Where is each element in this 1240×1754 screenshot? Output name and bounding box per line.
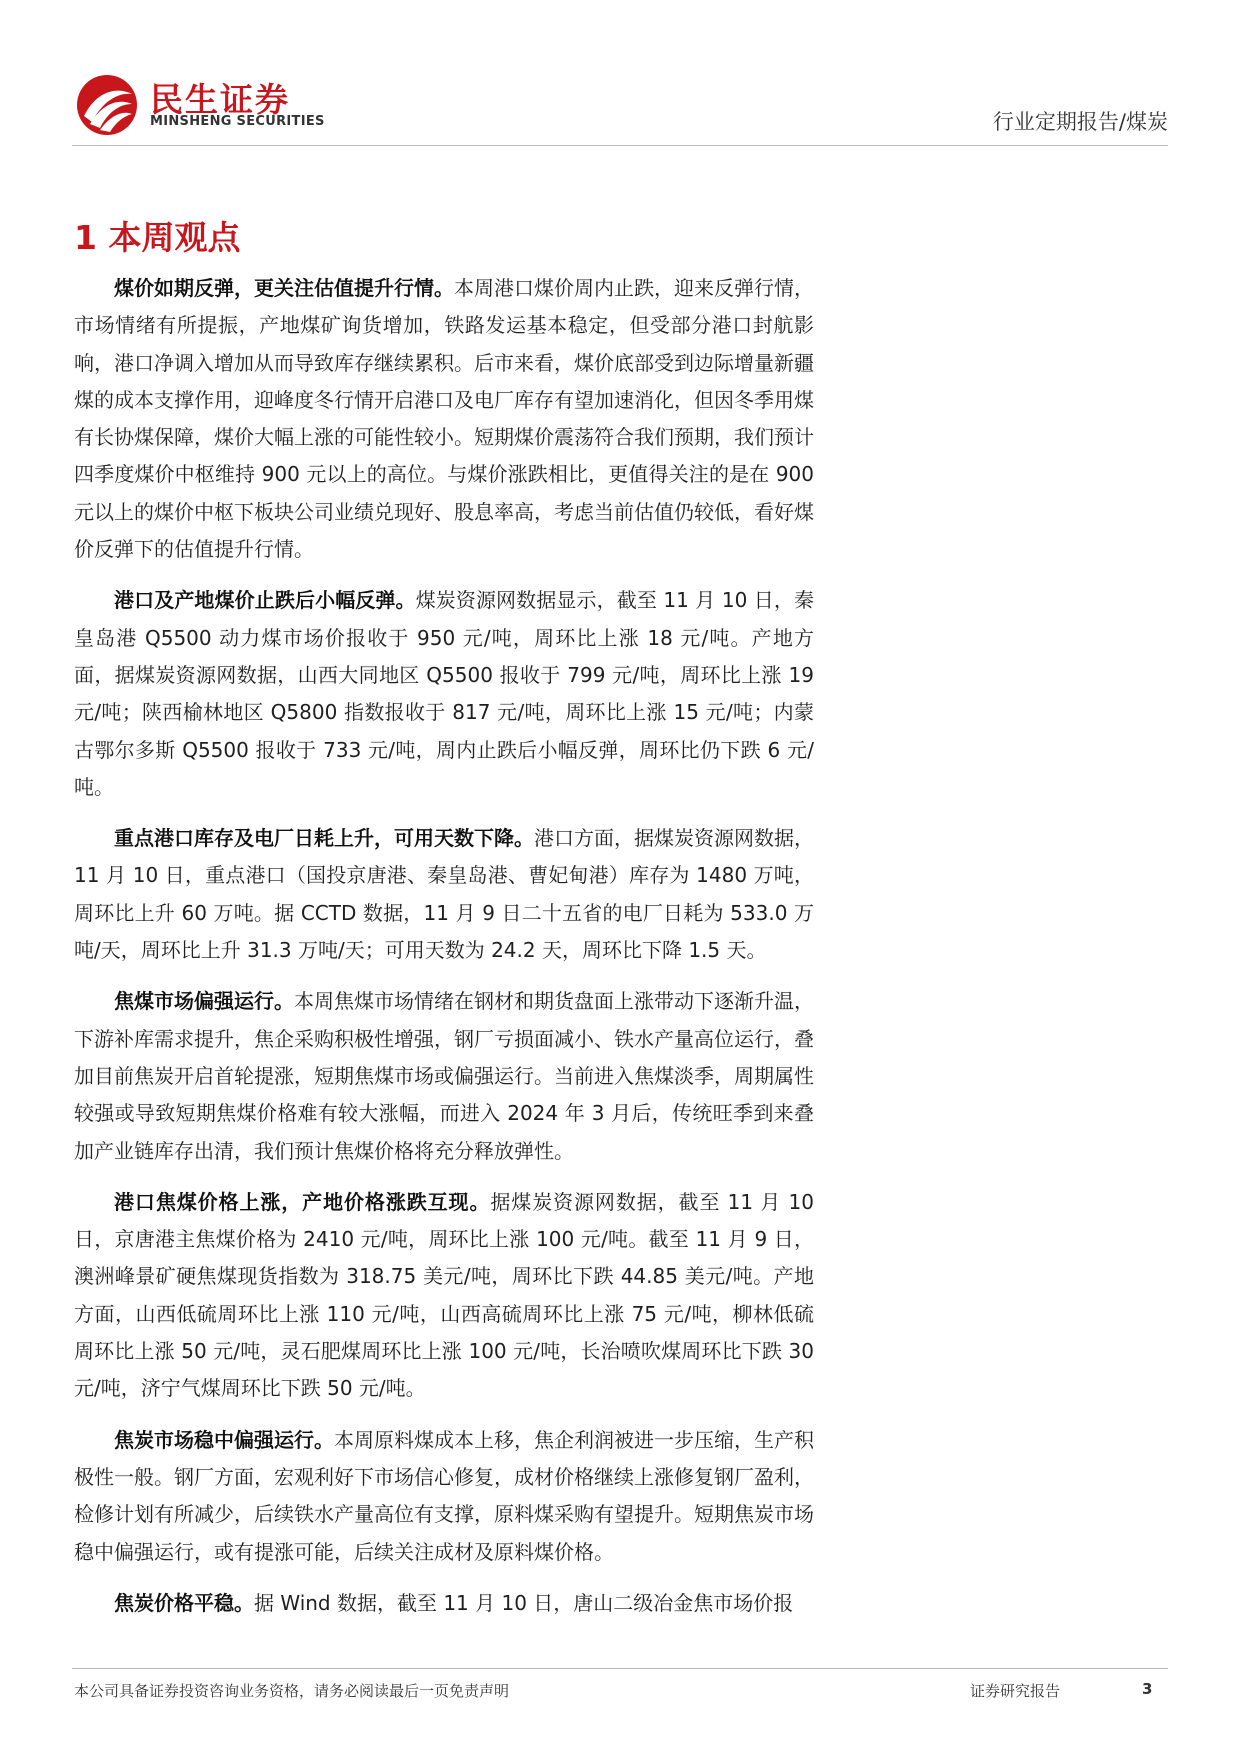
paragraph-lead: 港口焦煤价格上涨，产地价格涨跌互现。 (114, 1189, 491, 1214)
brand-name-en: MINSHENG SECURITIES (150, 114, 325, 129)
header-divider (72, 145, 1168, 146)
paragraph-text: 本周焦煤市场情绪在钢材和期货盘面上涨带动下逐渐升温，下游补库需求提升，焦企采购积极性增强，钢厂亏损面减小、铁水产量高位运行，叠加目前焦炭开启首轮提涨，短期焦煤市场或偏强运行。当前进入焦煤淡季，周期属性较强或导致短期焦煤价格难有较大涨幅，而进入 2024 年 3 月后，传统旺季到来叠加产业链库存出清，我们预计焦煤价格将充分释放弹性。 (74, 989, 814, 1163)
paragraph-lead: 焦炭市场稳中偏强运行。 (114, 1427, 334, 1452)
paragraph-lead: 港口及产地煤价止跌后小幅反弹。 (114, 588, 416, 613)
paragraph-text: 港口方面，据煤炭资源网数据，11 月 10 日，重点港口（国投京唐港、秦皇岛港、曹妃甸港）库存为 1480 万吨，周环比上升 60 万吨。据 CCTD 数据，11 月 9 日二十五省的电厂日耗为 533.0 万吨/天，周环比上升 31.3 万吨/天；可用天数为 24.2 天，周环比下降 1.5 天。 (74, 826, 814, 963)
paragraph-text: 本周港口煤价周内止跌，迎来反弹行情，市场情绪有所提振，产地煤矿询货增加，铁路发运基本稳定，但受部分港口封航影响，港口净调入增加从而导致库存继续累积。后市来看，煤价底部受到边际增量新疆煤的成本支撑作用，迎峰度冬行情开启港口及电厂库存有望加速消化，但因冬季用煤有长协煤保障，煤价大幅上涨的可能性较小。短期煤价震荡符合我们预期，我们预计四季度煤价中枢维持 900 元以上的高位。与煤价涨跌相比，更值得关注的是在 900 元以上的煤价中枢下板块公司业绩兑现好、股息率高，考虑当前估值仍较低，看好煤价反弹下的估值提升行情。 (74, 276, 814, 562)
page-header (0, 0, 1240, 148)
paragraph-text: 据 Wind 数据，截至 11 月 10 日，唐山二级冶金焦市场价报 (254, 1590, 794, 1615)
paragraph-text: 煤炭资源网数据显示，截至 11 月 10 日，秦皇岛港 Q5500 动力煤市场价报收于 950 元/吨，周环比上涨 18 元/吨。产地方面，据煤炭资源网数据，山西大同地区 Q5500 报收于 799 元/吨，周环比上涨 19 元/吨；陕西榆林地区 Q5800 指数报收于 817 元/吨，周环比上涨 15 元/吨；内蒙古鄂尔多斯 Q5500 报收于 733 元/吨，周内止跌后小幅反弹，周环比仍下跌 6 元/吨。 (74, 588, 815, 799)
footer-divider (72, 1668, 1168, 1669)
paragraph (74, 983, 814, 1169)
paragraph (74, 1422, 814, 1571)
report-body (74, 270, 814, 1636)
document-type: 行业定期报告/煤炭 (992, 110, 1168, 134)
paragraph (74, 1585, 814, 1622)
paragraph (74, 820, 814, 969)
section-title: 1 本周观点 (74, 218, 241, 257)
paragraph (74, 270, 814, 568)
paragraph-text: 本周原料煤成本上移，焦企利润被进一步压缩，生产积极性一般。钢厂方面，宏观利好下市场信心修复，成材价格继续上涨修复钢厂盈利，检修计划有所减少，后续铁水产量高位有支撑，原料煤采购有望提升。短期焦炭市场稳中偏强运行，或有提涨可能，后续关注成材及原料煤价格。 (74, 1427, 814, 1564)
paragraph-lead: 煤价如期反弹，更关注估值提升行情。 (114, 276, 454, 300)
paragraph (74, 1184, 814, 1408)
footer-report-type: 证券研究报告 (970, 1682, 1061, 1700)
paragraph-text: 据煤炭资源网数据，截至 11 月 10 日，京唐港主焦煤价格为 2410 元/吨，周环比上涨 100 元/吨。截至 11 月 9 日，澳洲峰景矿硬焦煤现货指数为 318.75 美元/吨，周环比下跌 44.85 美元/吨。产地方面，山西低硫周环比上涨 110 元/吨，山西高硫周环比上涨 75 元/吨，柳林低硫周环比上涨 50 元/吨，灵石肥煤周环比上涨 100 元/吨，长治喷吹煤周环比下跌 30 元/吨，济宁气煤周环比下跌 50 元/吨。 (74, 1189, 814, 1401)
brand-name-cn: 民生证券 (150, 80, 290, 119)
paragraph-lead: 重点港口库存及电厂日耗上升，可用天数下降。 (114, 826, 534, 851)
paragraph-lead: 焦煤市场偏强运行。 (114, 989, 294, 1014)
paragraph (74, 582, 814, 806)
footer-disclaimer: 本公司具备证券投资咨询业务资格，请务必阅读最后一页免责声明 (74, 1682, 510, 1700)
minsheng-logo-icon (74, 72, 140, 138)
paragraph-lead: 焦炭价格平稳。 (114, 1590, 254, 1615)
page-number: 3 (1142, 1680, 1153, 1698)
